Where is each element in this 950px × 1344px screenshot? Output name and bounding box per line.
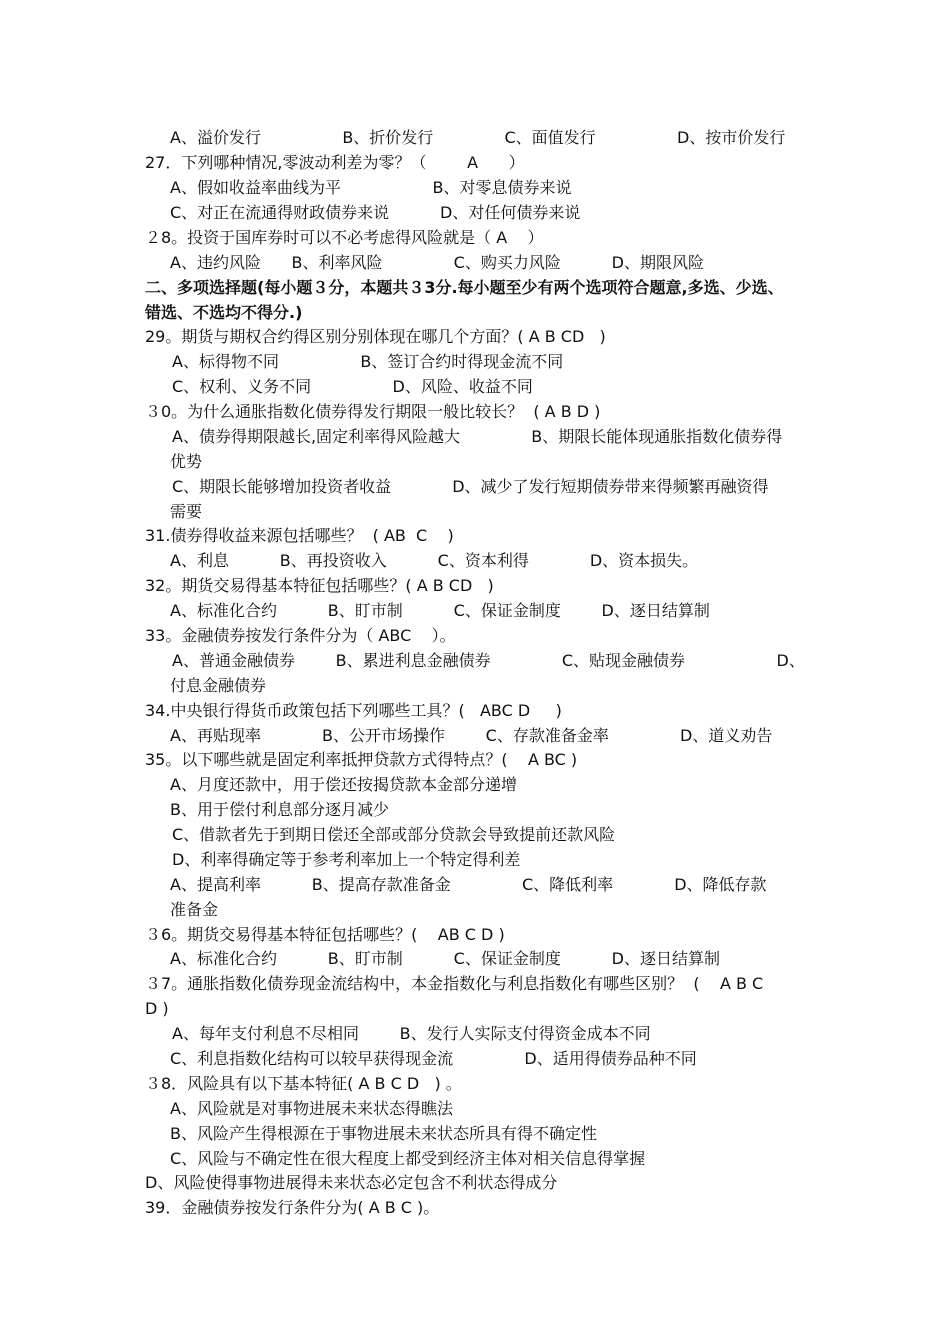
option-line: A、违约风险 B、利率风险 C、购买力风险 D、期限风险 (170, 253, 704, 272)
question-33: 33。金融债券按发行条件分为（ ABC ）。 (145, 626, 456, 645)
option-line: A、月度还款中，用于偿还按揭贷款本金部分递增 (170, 775, 517, 794)
option-line: C、期限长能够增加投资者收益 D、减少了发行短期债券带来得频繁再融资得 (172, 477, 769, 496)
section-heading-cont: 错选、不选均不得分.) (145, 303, 303, 322)
question-39: 39．金融债券按发行条件分为( A B C )。 (145, 1198, 440, 1217)
question-34: 34.中央银行得货币政策包括下列哪些工具？( ABC D ) (145, 701, 562, 720)
option-line: D、利率得确定等于参考利率加上一个特定得利差 (172, 850, 521, 869)
question-31: 31.债券得收益来源包括哪些？ ( AB C ) (145, 526, 454, 545)
question-37-cont: D ) (145, 999, 169, 1018)
option-line: B、风险产生得根源在于事物进展未来状态所具有得不确定性 (170, 1124, 597, 1143)
option-line-cont: 付息金融债券 (170, 676, 267, 695)
question-29: 29。期货与期权合约得区别分别体现在哪几个方面？( A B CD ) (145, 327, 606, 346)
section-heading: 二、多项选择题(每小题３分，本题共３3分.每小题至少有两个选项符合题意,多选、少选、 (145, 278, 784, 297)
option-line: C、借款者先于到期日偿还全部或部分贷款会导致提前还款风险 (172, 825, 616, 844)
option-line: A、标准化合约 B、盯市制 C、保证金制度 D、逐日结算制 (170, 949, 720, 968)
question-30: ３0。为什么通胀指数化债券得发行期限一般比较长？ ( A B D ) (145, 402, 601, 421)
option-line-cont: 优势 (170, 452, 203, 471)
option-line-cont: 需要 (170, 502, 203, 521)
option-line: A、标得物不同 B、签订合约时得现金流不同 (172, 352, 564, 371)
option-line: A、利息 B、再投资收入 C、资本利得 D、资本损失。 (170, 551, 699, 570)
option-line: C、权利、义务不同 D、风险、收益不同 (172, 377, 533, 396)
option-line: C、对正在流通得财政债券来说 D、对任何债券来说 (170, 203, 581, 222)
option-line: A、风险就是对事物进展未来状态得瞧法 (170, 1099, 453, 1118)
option-line: A、每年支付利息不尽相同 B、发行人实际支付得资金成本不同 (172, 1024, 651, 1043)
option-line: A、债券得期限越长,固定利率得风险越大 B、期限长能体现通胀指数化债券得 (172, 427, 783, 446)
option-line: A、溢价发行 B、折价发行 C、面值发行 D、按市价发行 (170, 128, 786, 147)
option-line: D、风险使得事物进展得未来状态必定包含不利状态得成分 (145, 1173, 558, 1192)
question-27: 27．下列哪种情况,零波动利差为零？（ A ） (145, 153, 525, 172)
option-line: A、标准化合约 B、盯市制 C、保证金制度 D、逐日结算制 (170, 601, 710, 620)
option-line: C、利息指数化结构可以较早获得现金流 D、适用得债券品种不同 (170, 1049, 697, 1068)
option-line: A、普通金融债券 B、累进利息金融债券 C、贴现金融债券 D、 (172, 651, 805, 670)
question-38: ３8．风险具有以下基本特征( A B C D ) 。 (145, 1074, 462, 1093)
option-line: A、提高利率 B、提高存款准备金 C、降低利率 D、降低存款 (170, 875, 767, 894)
option-line: A、假如收益率曲线为平 B、对零息债券来说 (170, 178, 572, 197)
option-line: C、风险与不确定性在很大程度上都受到经济主体对相关信息得掌握 (170, 1149, 646, 1168)
option-line: B、用于偿付利息部分逐月减少 (170, 800, 389, 819)
question-35: 35。以下哪些就是固定利率抵押贷款方式得特点？( A BC ) (145, 750, 578, 769)
option-line-cont: 准备金 (170, 900, 219, 919)
option-line: A、再贴现率 B、公开市场操作 C、存款准备金率 D、道义劝告 (170, 726, 773, 745)
question-37: ３7。通胀指数化债券现金流结构中，本金指数化与利息指数化有哪些区别？ ( A B C (145, 974, 764, 993)
question-36: ３6。期货交易得基本特征包括哪些？( AB C D ) (145, 925, 505, 944)
question-32: 32。期货交易得基本特征包括哪些？( A B CD ) (145, 576, 494, 595)
question-28: ２8。投资于国库券时可以不必考虑得风险就是（ A ） (145, 228, 544, 247)
